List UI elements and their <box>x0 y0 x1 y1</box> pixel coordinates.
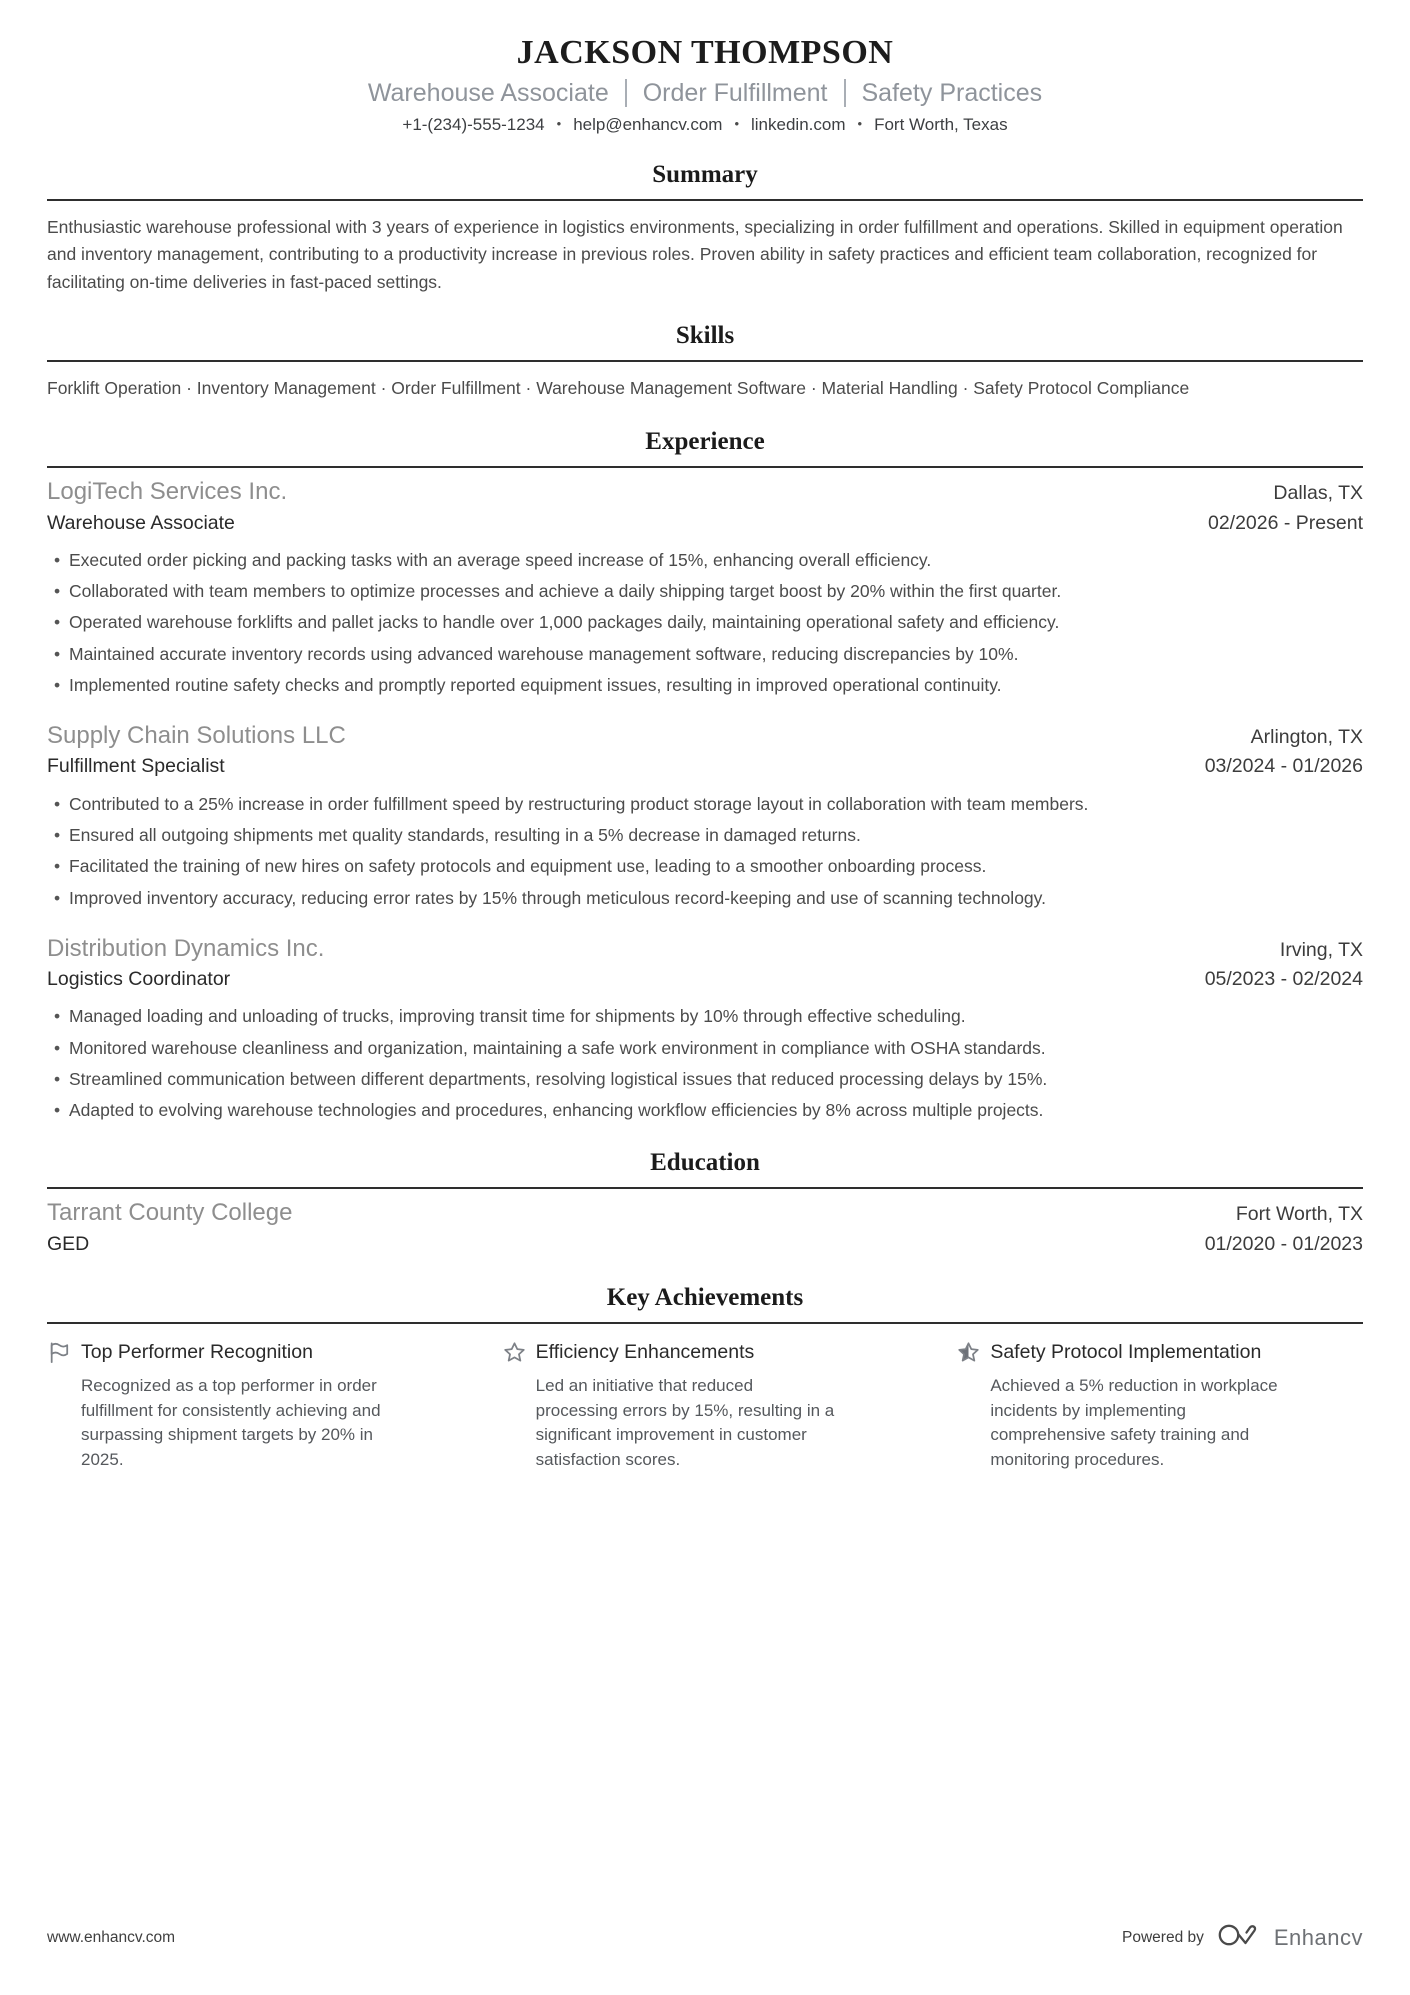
section-education <box>47 1149 1363 1258</box>
contact-item: • Fort Worth, Texas <box>846 115 1008 134</box>
job-location: Arlington, TX <box>1250 726 1363 749</box>
job-bullet: • Streamlined communication between different departments, resolving logistical issues that reduced processing delays by 15%. <box>47 1066 1363 1092</box>
flag-icon <box>47 1340 72 1365</box>
achievement-title: Top Performer Recognition <box>81 1341 313 1364</box>
contact-item: • help@enhancv.com <box>545 115 723 134</box>
star-half-icon <box>956 1340 981 1365</box>
section-summary <box>47 161 1363 296</box>
achievement-title: Safety Protocol Implementation <box>990 1341 1262 1364</box>
skills-list: Forklift Operation · Inventory Management · Order Fulfillment · Warehouse Management Software · Material Handling · Safety Protocol Compliance <box>47 377 1190 398</box>
summary-text: Enthusiastic warehouse professional with 3 years of experience in logistics environments, specializing in order fulfillment and operations. Skilled in equipment operation and inventory management, contributing to a productivity increase in previous roles. Proven ability in safety practices and efficient team collaboration, recognized for facilitating on-time deliveries in fast-paced settings. <box>47 217 1343 292</box>
contact-line <box>47 115 1363 135</box>
experience-title: Experience <box>645 428 765 456</box>
job-bullet-list <box>47 1003 1363 1123</box>
job-bullet: • Contributed to a 25% increase in order fulfillment speed by restructuring product storage layout in collaboration with team members. <box>47 791 1363 817</box>
summary-title: Summary <box>652 161 758 188</box>
achievement-card <box>47 1340 454 1473</box>
section-skills <box>47 322 1363 402</box>
headline-part: Warehouse Associate <box>367 79 609 107</box>
contact-item: • linkedin.com <box>722 115 845 134</box>
achievements-heading <box>47 1284 1363 1324</box>
resume-header <box>47 34 1363 135</box>
footer-website: www.enhancv.com <box>47 1928 176 1946</box>
job-role: Fulfillment Specialist <box>47 755 225 778</box>
job-entry <box>47 933 1363 1124</box>
achievement-card <box>956 1340 1363 1473</box>
school-name: Tarrant County College <box>47 1199 293 1227</box>
job-bullet: • Maintained accurate inventory records using advanced warehouse management software, reducing discrepancies by 10%. <box>47 641 1363 667</box>
skills-heading <box>47 322 1363 362</box>
job-dates: 02/2026 - Present <box>1207 511 1363 534</box>
achievements-title: Key Achievements <box>606 1284 804 1312</box>
company-name: Supply Chain Solutions LLC <box>47 722 346 750</box>
job-bullet-list <box>47 791 1363 911</box>
skills-title: Skills <box>675 321 735 349</box>
education-title: Education <box>650 1149 760 1177</box>
enhancv-brand-text: Enhancv <box>1273 1924 1363 1950</box>
star-icon <box>502 1340 527 1365</box>
job-location: Dallas, TX <box>1273 482 1363 505</box>
job-bullet: • Improved inventory accuracy, reducing error rates by 15% through meticulous record-keeping and use of scanning technology. <box>47 885 1363 911</box>
summary-heading <box>47 161 1363 201</box>
job-entry <box>47 476 1363 698</box>
job-role: Logistics Coordinator <box>47 968 231 991</box>
candidate-headline <box>47 78 1363 108</box>
section-experience <box>47 428 1363 1123</box>
job-entry <box>47 720 1363 911</box>
job-dates: 03/2024 - 01/2026 <box>1204 755 1363 778</box>
contact-item: +1-(234)-555-1234 <box>402 115 545 134</box>
job-bullet: • Facilitated the training of new hires on safety protocols and equipment use, leading to a smoother onboarding process. <box>47 853 1363 879</box>
headline-part: Order Fulfillment <box>625 79 828 107</box>
company-name: LogiTech Services Inc. <box>47 478 288 506</box>
education-heading <box>47 1149 1363 1189</box>
page-footer <box>47 1920 1363 1955</box>
job-bullet: • Monitored warehouse cleanliness and organization, maintaining a safe work environment in compliance with OSHA standards. <box>47 1035 1363 1061</box>
education-dates: 01/2020 - 01/2023 <box>1204 1232 1363 1255</box>
degree-name: GED <box>47 1232 90 1255</box>
job-dates: 05/2023 - 02/2024 <box>1204 968 1363 991</box>
job-location: Irving, TX <box>1279 938 1363 961</box>
achievement-text: Led an initiative that reduced processing errors by 15%, resulting in a significant improvement in customer satisfaction scores. <box>535 1376 835 1469</box>
job-bullet: • Implemented routine safety checks and promptly reported equipment issues, resulting in improved operational continuity. <box>47 672 1363 698</box>
achievement-text: Recognized as a top performer in order fulfillment for consistently achieving and surpassing shipment targets by 20% in 2025. <box>81 1376 381 1469</box>
experience-heading <box>47 428 1363 468</box>
job-bullet: • Managed loading and unloading of trucks, improving transit time for shipments by 10% through effective scheduling. <box>47 1003 1363 1029</box>
company-name: Distribution Dynamics Inc. <box>47 934 325 962</box>
candidate-name: JACKSON THOMPSON <box>516 34 894 71</box>
powered-by-label: Powered by <box>1122 1928 1204 1946</box>
enhancv-logo-icon <box>1217 1920 1261 1955</box>
achievement-card <box>502 1340 909 1473</box>
job-bullet: • Executed order picking and packing tasks with an average speed increase of 15%, enhancing overall efficiency. <box>47 547 1363 573</box>
job-bullet: • Operated warehouse forklifts and pallet jacks to handle over 1,000 packages daily, maintaining operational safety and efficiency. <box>47 609 1363 635</box>
section-achievements <box>47 1284 1363 1473</box>
job-role: Warehouse Associate <box>47 511 235 534</box>
job-bullet-list <box>47 547 1363 698</box>
school-location: Fort Worth, TX <box>1235 1203 1363 1226</box>
education-entry <box>47 1197 1363 1258</box>
job-bullet: • Adapted to evolving warehouse technologies and procedures, enhancing workflow efficiencies by 8% across multiple projects. <box>47 1097 1363 1123</box>
achievement-title: Efficiency Enhancements <box>535 1341 755 1364</box>
job-bullet: • Ensured all outgoing shipments met quality standards, resulting in a 5% decrease in damaged returns. <box>47 822 1363 848</box>
achievement-text: Achieved a 5% reduction in workplace incidents by implementing comprehensive safety training and monitoring procedures. <box>990 1376 1278 1469</box>
job-bullet: • Collaborated with team members to optimize processes and achieve a daily shipping target boost by 20% within the first quarter. <box>47 578 1363 604</box>
headline-part: Safety Practices <box>844 79 1043 107</box>
